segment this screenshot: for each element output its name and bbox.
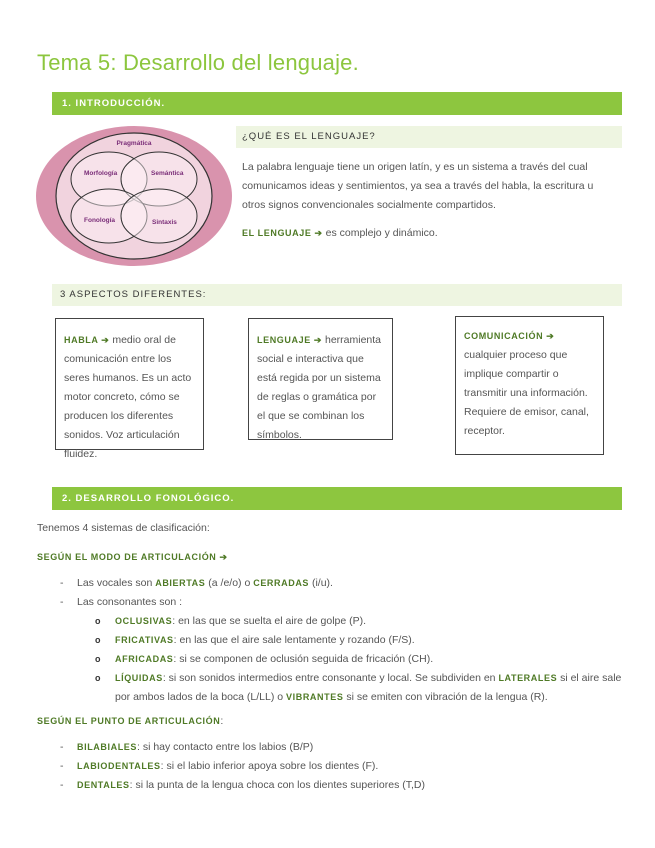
text: : si el labio inferior apoya sobre los dientes (F). [160, 760, 379, 772]
diagram-label: Semántica [151, 170, 184, 177]
keyword: LABIODENTALES [77, 761, 161, 771]
keyword: SEGÚN EL PUNTO DE ARTICULACIÓN [37, 716, 221, 726]
diagram-label: Fonología [84, 217, 116, 224]
keyword: LÍQUIDAS [115, 673, 163, 683]
section-header-introduccion: 1. INTRODUCCIÓN. [52, 92, 622, 115]
modo-list [77, 574, 622, 612]
punto-heading [37, 715, 223, 727]
box-text: herramienta social e interactiva que está regida por un sistema de reglas o gramática por el que se combinan los símbolos. [257, 334, 382, 441]
text: (i/u). [309, 577, 333, 589]
keyword: VIBRANTES [286, 692, 344, 702]
list-item [77, 757, 622, 776]
list-item [115, 650, 625, 669]
text: : [220, 715, 224, 727]
keyword: COMUNICACIÓN ➔ [464, 331, 555, 341]
page-title: Tema 5: Desarrollo del lenguaje. [37, 50, 359, 75]
aspect-box-lenguaje [248, 318, 393, 440]
text: : si hay contacto entre los labios (B/P) [137, 741, 314, 753]
box-text: medio oral de comunicación entre los seres humanos. Es un acto motor concreto, cómo se producen los diferentes sonidos. Voz articulación fluidez. [64, 334, 192, 460]
keyword: BILABIALES [77, 742, 137, 752]
diagram-label: Morfología [84, 170, 118, 177]
text: : en las que el aire sale lentamente y rozando (F/S). [173, 634, 415, 646]
consonant-list [115, 612, 625, 707]
intro-paragraph: La palabra lenguaje tiene un origen latín, y es un sistema a través del cual comunicamos ideas y sentimientos, ya sea a través del habla, la escritura u otros signos convencionales socialmente compartidos. [242, 161, 594, 211]
aspect-box-comunicacion [455, 316, 604, 455]
language-components-diagram [34, 124, 234, 268]
text: : en las que se suelta el aire de golpe (P). [172, 615, 367, 627]
diagram-label: Pragmática [116, 140, 152, 147]
modo-heading: SEGÚN EL MODO DE ARTICULACIÓN ➔ [37, 552, 228, 562]
list-item [77, 738, 622, 757]
text: Las consonantes son : [77, 596, 183, 608]
list-item [115, 631, 625, 650]
aspect-box-habla [55, 318, 204, 460]
keyword: HABLA ➔ [64, 335, 110, 345]
keyword: LENGUAJE ➔ [257, 335, 323, 345]
text: si el aire sale por ambos lados de la boca (L/LL) o [115, 672, 622, 703]
text: : si son sonidos intermedios entre consonante y local. Se subdividen en [162, 672, 499, 684]
keyword: FRICATIVAS [115, 635, 174, 645]
punto-list [77, 738, 622, 795]
keyword: LATERALES [498, 673, 558, 683]
box-text: cualquier proceso que implique compartir o transmitir una información. Requiere de emisor, canal, receptor. [464, 349, 589, 437]
section-header-aspectos: 3 ASPECTOS DIFERENTES: [52, 284, 622, 306]
list-item [77, 574, 622, 593]
diagram-label: Sintaxis [152, 219, 177, 226]
keyword: OCLUSIVAS [115, 616, 173, 626]
text: : si se componen de oclusión seguida de fricación (CH). [173, 653, 434, 665]
list-item [77, 776, 622, 795]
text: : si la punta de la lengua choca con los dientes superiores (T,D) [129, 779, 425, 791]
text: (a /e/o) o [205, 577, 254, 589]
keyword: CERRADAS [253, 578, 310, 588]
text: Las vocales son [77, 577, 156, 589]
statement-text: es complejo y dinámico. [322, 227, 438, 239]
list-item [77, 593, 622, 612]
list-item [115, 669, 625, 707]
section-header-desarrollo-fonologico: 2. DESARROLLO FONOLÓGICO. [52, 487, 622, 510]
keyword: DENTALES [77, 780, 130, 790]
text: si se emiten con vibración de la lengua (R). [343, 691, 548, 703]
keyword: ABIERTAS [155, 578, 206, 588]
keyword: EL LENGUAJE ➔ [242, 228, 323, 238]
list-item [115, 612, 625, 631]
subheading-que-es-lenguaje: ¿QUÉ ES EL LENGUAJE? [236, 126, 622, 148]
intro-text: Tenemos 4 sistemas de clasificación: [37, 522, 210, 534]
keyword: AFRICADAS [115, 654, 174, 664]
lenguaje-statement [242, 224, 438, 243]
